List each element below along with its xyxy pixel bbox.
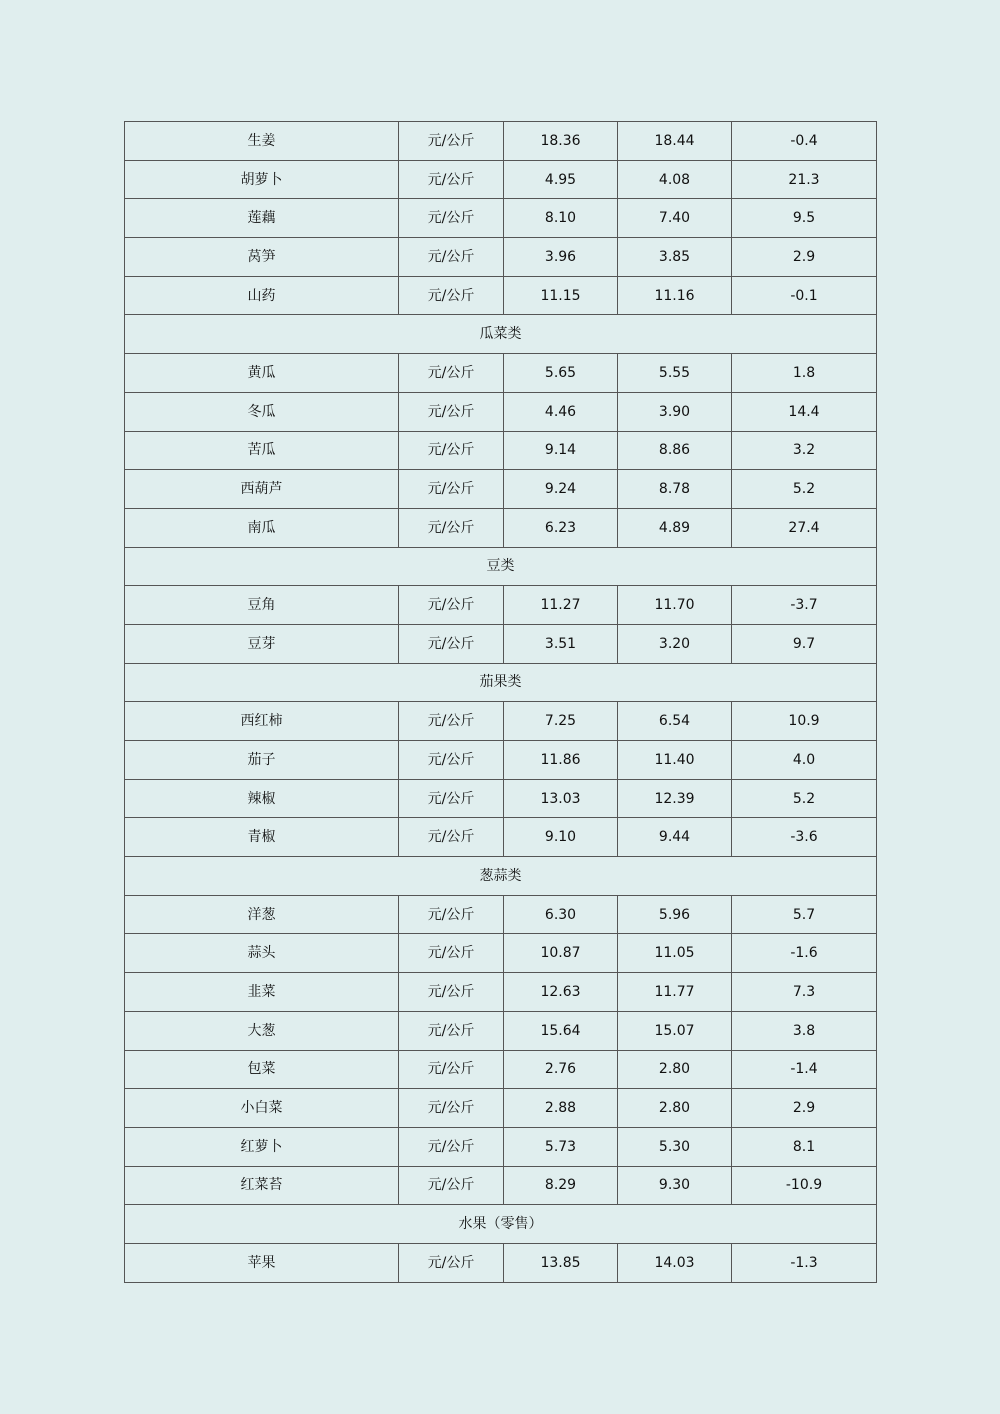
previous-price-cell: 2.80	[618, 1050, 732, 1089]
previous-price-cell: 18.44	[618, 122, 732, 161]
unit-cell: 元/公斤	[399, 1050, 504, 1089]
item-name-cell: 莲藕	[125, 199, 399, 238]
unit-cell: 元/公斤	[399, 238, 504, 277]
change-percent-cell: 9.7	[732, 624, 877, 663]
unit-cell: 元/公斤	[399, 199, 504, 238]
table-row	[125, 934, 877, 973]
unit-cell: 元/公斤	[399, 702, 504, 741]
category-label: 葱蒜类	[125, 857, 877, 896]
table-row	[125, 1050, 877, 1089]
current-price-cell: 5.73	[504, 1127, 618, 1166]
item-name-cell: 豆芽	[125, 624, 399, 663]
table-row	[125, 276, 877, 315]
change-percent-cell: 8.1	[732, 1127, 877, 1166]
current-price-cell: 9.24	[504, 470, 618, 509]
table-row	[125, 973, 877, 1012]
previous-price-cell: 8.86	[618, 431, 732, 470]
current-price-cell: 12.63	[504, 973, 618, 1012]
change-percent-cell: 10.9	[732, 702, 877, 741]
unit-cell: 元/公斤	[399, 895, 504, 934]
current-price-cell: 10.87	[504, 934, 618, 973]
unit-cell: 元/公斤	[399, 354, 504, 393]
item-name-cell: 西葫芦	[125, 470, 399, 509]
table-row	[125, 508, 877, 547]
item-name-cell: 南瓜	[125, 508, 399, 547]
table-row	[125, 1127, 877, 1166]
unit-cell: 元/公斤	[399, 276, 504, 315]
unit-cell: 元/公斤	[399, 973, 504, 1012]
category-row	[125, 857, 877, 896]
previous-price-cell: 9.30	[618, 1166, 732, 1205]
category-label: 瓜菜类	[125, 315, 877, 354]
table-row	[125, 702, 877, 741]
current-price-cell: 11.27	[504, 586, 618, 625]
previous-price-cell: 3.20	[618, 624, 732, 663]
item-name-cell: 包菜	[125, 1050, 399, 1089]
item-name-cell: 韭菜	[125, 973, 399, 1012]
category-row	[125, 663, 877, 702]
previous-price-cell: 5.96	[618, 895, 732, 934]
current-price-cell: 11.15	[504, 276, 618, 315]
change-percent-cell: -0.1	[732, 276, 877, 315]
change-percent-cell: 21.3	[732, 160, 877, 199]
item-name-cell: 胡萝卜	[125, 160, 399, 199]
change-percent-cell: 7.3	[732, 973, 877, 1012]
unit-cell: 元/公斤	[399, 934, 504, 973]
change-percent-cell: 4.0	[732, 741, 877, 780]
table-row	[125, 1011, 877, 1050]
table-row	[125, 818, 877, 857]
item-name-cell: 生姜	[125, 122, 399, 161]
item-name-cell: 蒜头	[125, 934, 399, 973]
category-label: 豆类	[125, 547, 877, 586]
change-percent-cell: 5.7	[732, 895, 877, 934]
previous-price-cell: 12.39	[618, 779, 732, 818]
current-price-cell: 4.46	[504, 392, 618, 431]
price-table-body	[125, 122, 877, 1283]
item-name-cell: 辣椒	[125, 779, 399, 818]
table-row	[125, 624, 877, 663]
current-price-cell: 5.65	[504, 354, 618, 393]
current-price-cell: 11.86	[504, 741, 618, 780]
change-percent-cell: -0.4	[732, 122, 877, 161]
unit-cell: 元/公斤	[399, 160, 504, 199]
unit-cell: 元/公斤	[399, 508, 504, 547]
current-price-cell: 3.96	[504, 238, 618, 277]
current-price-cell: 2.88	[504, 1089, 618, 1128]
current-price-cell: 13.03	[504, 779, 618, 818]
item-name-cell: 黄瓜	[125, 354, 399, 393]
previous-price-cell: 5.30	[618, 1127, 732, 1166]
category-row	[125, 315, 877, 354]
item-name-cell: 山药	[125, 276, 399, 315]
unit-cell: 元/公斤	[399, 741, 504, 780]
change-percent-cell: -3.7	[732, 586, 877, 625]
unit-cell: 元/公斤	[399, 779, 504, 818]
item-name-cell: 莴笋	[125, 238, 399, 277]
unit-cell: 元/公斤	[399, 1243, 504, 1282]
item-name-cell: 小白菜	[125, 1089, 399, 1128]
previous-price-cell: 5.55	[618, 354, 732, 393]
table-row	[125, 470, 877, 509]
price-table	[124, 121, 877, 1283]
change-percent-cell: -10.9	[732, 1166, 877, 1205]
table-row	[125, 1089, 877, 1128]
table-row	[125, 392, 877, 431]
previous-price-cell: 3.85	[618, 238, 732, 277]
previous-price-cell: 3.90	[618, 392, 732, 431]
change-percent-cell: 2.9	[732, 1089, 877, 1128]
table-row	[125, 160, 877, 199]
table-row	[125, 895, 877, 934]
current-price-cell: 7.25	[504, 702, 618, 741]
unit-cell: 元/公斤	[399, 1166, 504, 1205]
change-percent-cell: 1.8	[732, 354, 877, 393]
change-percent-cell: 5.2	[732, 779, 877, 818]
table-row	[125, 431, 877, 470]
table-row	[125, 741, 877, 780]
previous-price-cell: 11.05	[618, 934, 732, 973]
current-price-cell: 13.85	[504, 1243, 618, 1282]
item-name-cell: 青椒	[125, 818, 399, 857]
previous-price-cell: 11.16	[618, 276, 732, 315]
previous-price-cell: 11.70	[618, 586, 732, 625]
item-name-cell: 大葱	[125, 1011, 399, 1050]
change-percent-cell: -1.6	[732, 934, 877, 973]
table-row	[125, 1243, 877, 1282]
table-row	[125, 586, 877, 625]
previous-price-cell: 8.78	[618, 470, 732, 509]
previous-price-cell: 15.07	[618, 1011, 732, 1050]
current-price-cell: 6.23	[504, 508, 618, 547]
current-price-cell: 9.10	[504, 818, 618, 857]
unit-cell: 元/公斤	[399, 392, 504, 431]
category-label: 水果（零售）	[125, 1205, 877, 1244]
unit-cell: 元/公斤	[399, 470, 504, 509]
current-price-cell: 18.36	[504, 122, 618, 161]
unit-cell: 元/公斤	[399, 624, 504, 663]
item-name-cell: 红菜苔	[125, 1166, 399, 1205]
change-percent-cell: -1.4	[732, 1050, 877, 1089]
change-percent-cell: -1.3	[732, 1243, 877, 1282]
item-name-cell: 茄子	[125, 741, 399, 780]
unit-cell: 元/公斤	[399, 818, 504, 857]
previous-price-cell: 9.44	[618, 818, 732, 857]
current-price-cell: 6.30	[504, 895, 618, 934]
category-row	[125, 547, 877, 586]
current-price-cell: 9.14	[504, 431, 618, 470]
item-name-cell: 冬瓜	[125, 392, 399, 431]
unit-cell: 元/公斤	[399, 586, 504, 625]
previous-price-cell: 14.03	[618, 1243, 732, 1282]
item-name-cell: 西红柿	[125, 702, 399, 741]
change-percent-cell: 2.9	[732, 238, 877, 277]
current-price-cell: 4.95	[504, 160, 618, 199]
previous-price-cell: 11.77	[618, 973, 732, 1012]
item-name-cell: 苦瓜	[125, 431, 399, 470]
item-name-cell: 红萝卜	[125, 1127, 399, 1166]
current-price-cell: 8.29	[504, 1166, 618, 1205]
unit-cell: 元/公斤	[399, 1089, 504, 1128]
previous-price-cell: 4.08	[618, 160, 732, 199]
table-row	[125, 199, 877, 238]
table-row	[125, 122, 877, 161]
table-row	[125, 779, 877, 818]
unit-cell: 元/公斤	[399, 431, 504, 470]
table-row	[125, 354, 877, 393]
change-percent-cell: 14.4	[732, 392, 877, 431]
item-name-cell: 苹果	[125, 1243, 399, 1282]
previous-price-cell: 4.89	[618, 508, 732, 547]
table-row	[125, 238, 877, 277]
previous-price-cell: 11.40	[618, 741, 732, 780]
current-price-cell: 15.64	[504, 1011, 618, 1050]
current-price-cell: 2.76	[504, 1050, 618, 1089]
change-percent-cell: 5.2	[732, 470, 877, 509]
change-percent-cell: 3.2	[732, 431, 877, 470]
unit-cell: 元/公斤	[399, 1011, 504, 1050]
category-row	[125, 1205, 877, 1244]
change-percent-cell: -3.6	[732, 818, 877, 857]
unit-cell: 元/公斤	[399, 1127, 504, 1166]
table-row	[125, 1166, 877, 1205]
current-price-cell: 3.51	[504, 624, 618, 663]
previous-price-cell: 6.54	[618, 702, 732, 741]
change-percent-cell: 27.4	[732, 508, 877, 547]
current-price-cell: 8.10	[504, 199, 618, 238]
category-label: 茄果类	[125, 663, 877, 702]
previous-price-cell: 7.40	[618, 199, 732, 238]
previous-price-cell: 2.80	[618, 1089, 732, 1128]
unit-cell: 元/公斤	[399, 122, 504, 161]
item-name-cell: 豆角	[125, 586, 399, 625]
change-percent-cell: 9.5	[732, 199, 877, 238]
item-name-cell: 洋葱	[125, 895, 399, 934]
change-percent-cell: 3.8	[732, 1011, 877, 1050]
